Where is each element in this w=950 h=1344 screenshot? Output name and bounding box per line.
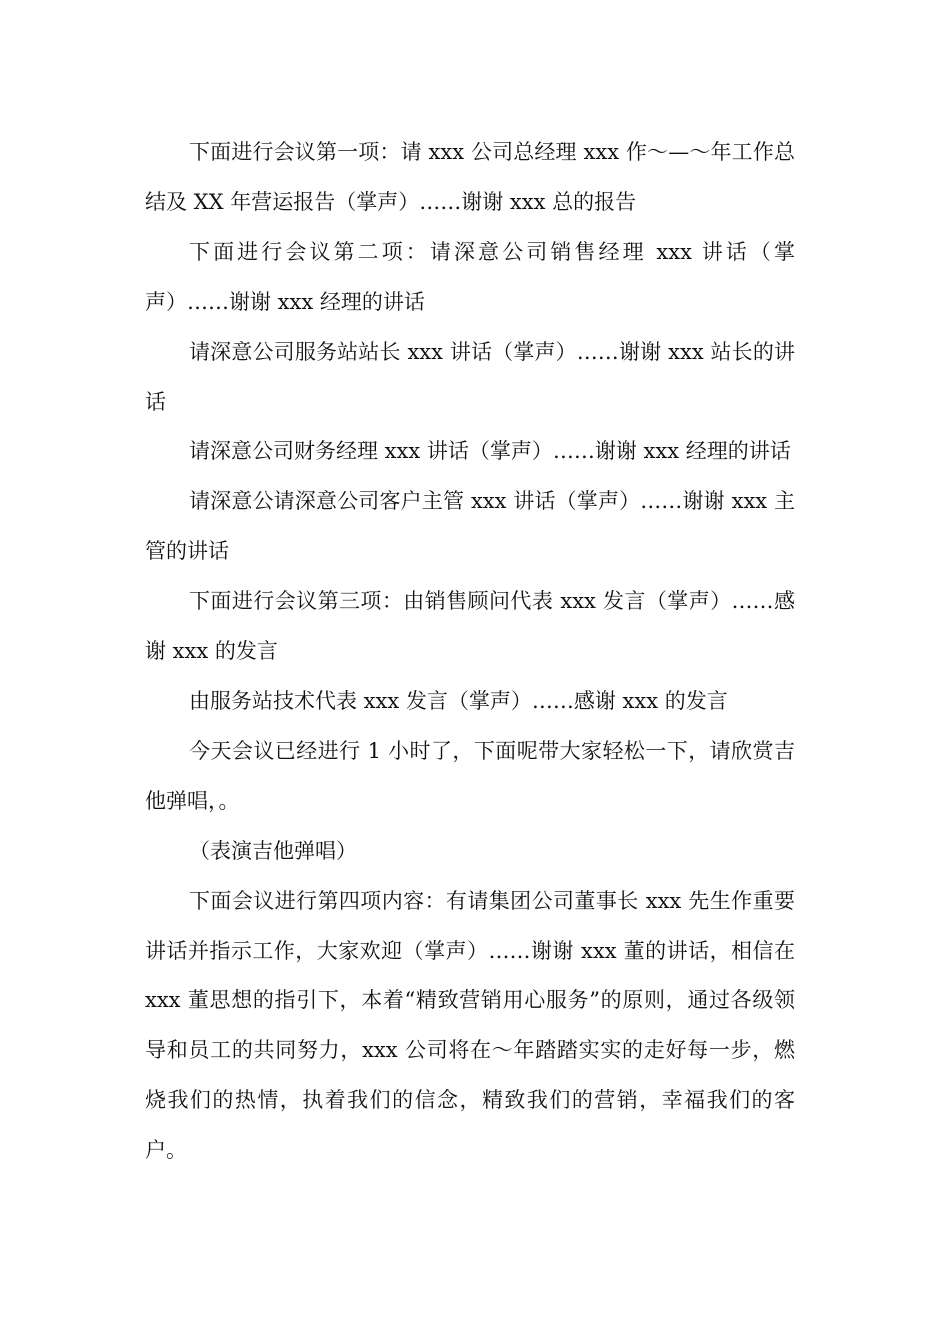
paragraph-guitar-performance: （表演吉他弹唱） (189, 838, 357, 863)
paragraph-item-1: 下面进行会议第一项：请 xxx 公司总经理 xxx 作～—～年工作总结及 XX 年营运报告（掌声）……谢谢 xxx 总的报告 (145, 140, 795, 214)
paragraph-speech-station-manager: 请深意公司服务站站长 xxx 讲话（掌声）……谢谢 xxx 站长的讲话 (145, 339, 795, 414)
document-body (145, 128, 795, 1176)
paragraph-speech-finance-manager: 请深意公司财务经理 xxx 讲话（掌声）……谢谢 xxx 经理的讲话 (189, 439, 791, 464)
paragraph-item-4: 下面会议进行第四项内容：有请集团公司董事长 xxx 先生作重要讲话并指示工作，大家欢迎（掌声）……谢谢 xxx 董的讲话，相信在 xxx 董思想的指引下，本着“精致营销用心服务”的原则，通过各级领导和员工的共同努力，xxx 公司将在～年踏踏实实的走好每一步，燃烧我们的热情，执着我们的信念，精致我们的营销，幸福我们的客户。 (145, 888, 795, 1163)
paragraph-speech-customer-supervisor: 请深意公请深意公司客户主管 xxx 讲话（掌声）……谢谢 xxx 主管的讲话 (145, 489, 795, 564)
paragraph-guitar-intro: 今天会议已经进行 1 小时了，下面呢带大家轻松一下，请欣赏吉他弹唱，。 (145, 738, 795, 813)
paragraph-item-3: 下面进行会议第三项：由销售顾问代表 xxx 发言（掌声）……感谢 xxx 的发言 (145, 589, 795, 664)
paragraph-item-2: 下面进行会议第二项：请深意公司销售经理 xxx 讲话（掌声）……谢谢 xxx 经理的讲话 (145, 239, 795, 314)
paragraph-technical-representative: 由服务站技术代表 xxx 发言（掌声）……感谢 xxx 的发言 (189, 688, 728, 713)
